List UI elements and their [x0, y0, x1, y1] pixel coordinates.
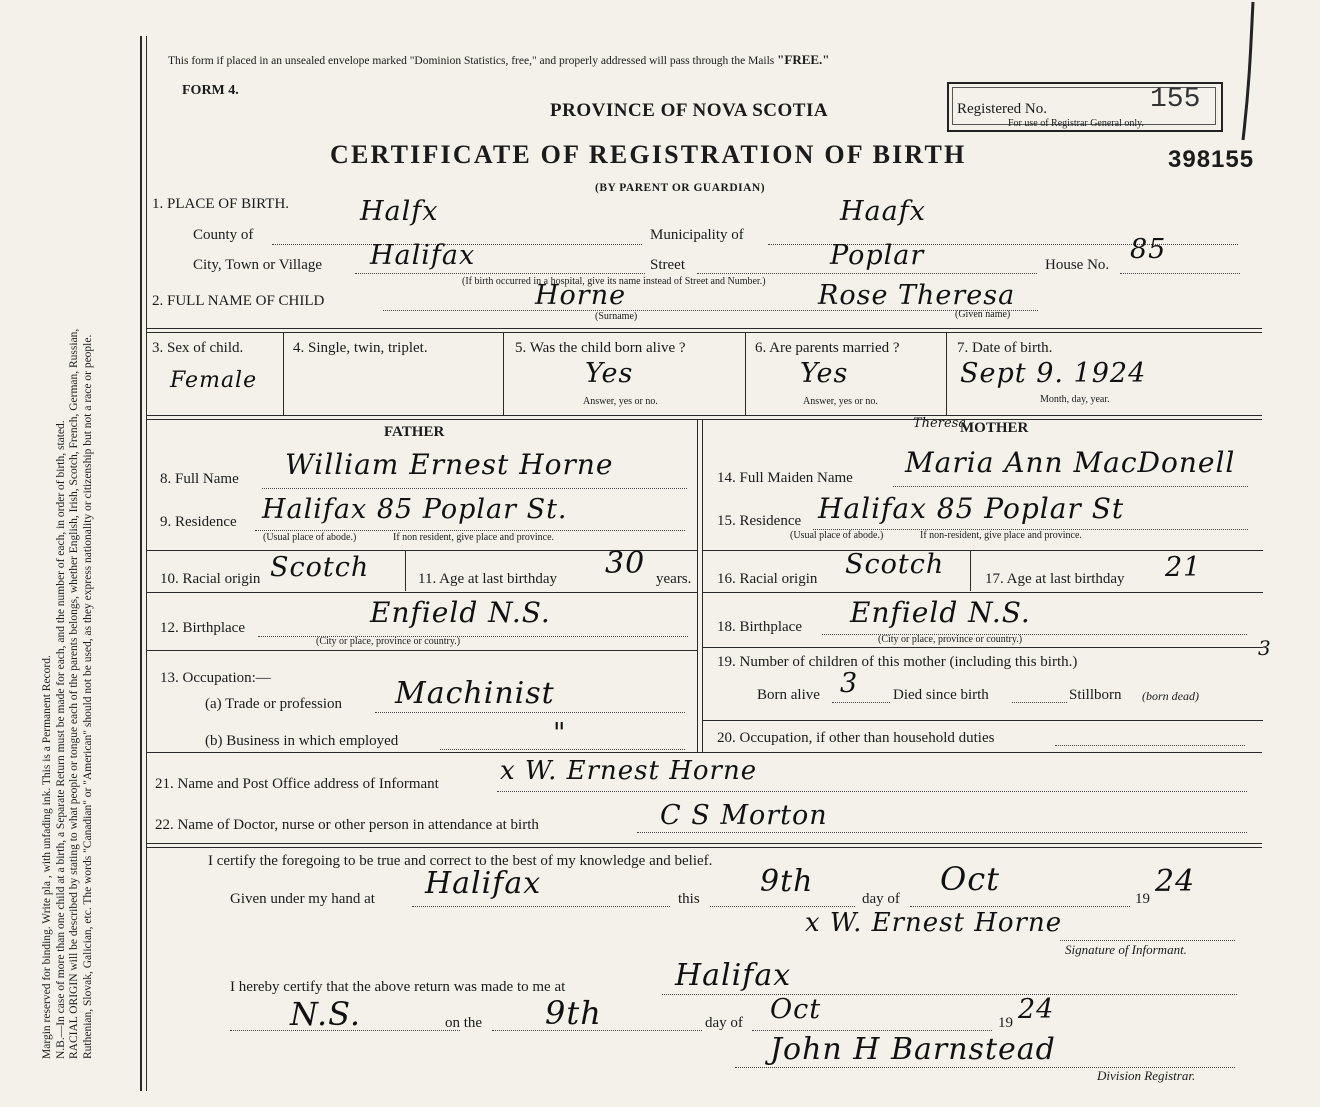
pencil-mark	[1225, 0, 1265, 150]
stillborn-note: (born dead)	[1142, 689, 1199, 703]
registrar-place-line	[662, 994, 1237, 995]
father-trade-label: (a) Trade or profession	[205, 696, 343, 712]
informant-value: x W. Ernest Horne	[500, 756, 758, 786]
given-day-line	[710, 906, 855, 907]
died-since-birth-line	[1012, 702, 1067, 703]
child-surname-value: Horne	[535, 280, 627, 311]
certify-statement: I certify the foregoing to be true and correct to the best of my knowledge and belief.	[208, 853, 713, 869]
alive-caption: Answer, yes or no.	[583, 396, 658, 407]
mother-racial-value: Scotch	[845, 549, 945, 580]
sex-value: Female	[170, 368, 258, 393]
registrar-signature: John H Barnstead	[770, 1032, 1056, 1067]
street-line	[697, 273, 1037, 274]
house-label: House No.	[1045, 257, 1110, 273]
informant-label: 21. Name and Post Office address of Informant	[155, 776, 439, 792]
signature-caption: Signature of Informant.	[1065, 942, 1187, 957]
born-alive-line	[832, 702, 890, 703]
born-alive-value: 3	[840, 668, 859, 699]
father-business-value: "	[553, 718, 567, 749]
margin-line-4: Ruthenian, Slovak, Galician, etc. The words "Canadian" or "American" should not be used, as they express nationality or citizenship but not a race or people.	[81, 334, 94, 1059]
margin-instructions	[41, 49, 94, 1059]
date-label: 7. Date of birth.	[957, 340, 1053, 356]
surname-caption: (Surname)	[595, 311, 638, 322]
city-label: City, Town or Village	[193, 257, 323, 273]
mother-row-rule-3	[703, 647, 1263, 648]
father-age-label: 11. Age at last birthday	[418, 571, 557, 587]
married-label: 6. Are parents married ?	[755, 340, 900, 356]
col-divider-4	[946, 333, 947, 415]
father-heading: FATHER	[384, 424, 445, 440]
given-day-value: 9th	[760, 864, 814, 899]
free-notice-bold: "FREE."	[777, 52, 830, 67]
registrar-place2-line	[230, 1030, 460, 1031]
left-border-line	[140, 36, 142, 1091]
father-age-value: 30	[605, 546, 646, 581]
father-nonres-caption: If non resident, give place and province.	[393, 532, 555, 543]
alive-label: 5. Was the child born alive ?	[515, 340, 686, 356]
given-caption: (Given name)	[955, 309, 1011, 320]
day-of-label: day of	[862, 891, 900, 907]
child-name-label: 2. FULL NAME OF CHILD	[152, 293, 325, 309]
parents-top-rule	[147, 415, 1262, 416]
mother-row-rule-2	[703, 592, 1263, 593]
father-residence-line	[255, 530, 685, 531]
father-abode-caption: (Usual place of abode.)	[263, 532, 357, 543]
given-month-line	[910, 906, 1130, 907]
informant-signature: x W. Ernest Horne	[805, 908, 1063, 938]
hospital-note: (If birth occurred in a hospital, give its name instead of Street and Number.)	[462, 276, 766, 287]
parents-divider-a	[697, 420, 698, 752]
mother-racial-label: 16. Racial origin	[717, 571, 818, 587]
col-divider-1	[283, 333, 284, 415]
col-divider-2	[503, 333, 504, 415]
father-occupation-label: 13. Occupation:—	[160, 670, 271, 686]
date-caption: Month, day, year.	[1040, 394, 1110, 405]
father-row-rule-2	[147, 592, 697, 593]
mother-name-insert: Theresa	[913, 416, 967, 431]
city-value: Halifax	[370, 240, 476, 271]
married-caption: Answer, yes or no.	[803, 396, 878, 407]
registrar-day-of: day of	[705, 1015, 743, 1031]
municipality-label: Municipality of	[650, 227, 744, 243]
registrar-year-prefix: 19	[998, 1015, 1013, 1031]
mother-abode-caption: (Usual place of abode.)	[790, 530, 884, 541]
certificate-subtitle: (BY PARENT OR GUARDIAN)	[595, 182, 766, 194]
mother-name-line	[893, 486, 1248, 487]
city-line	[355, 273, 645, 274]
on-the-label: on the	[445, 1015, 483, 1031]
certificate-title: CERTIFICATE OF REGISTRATION OF BIRTH	[330, 140, 967, 169]
father-trade-value: Machinist	[395, 676, 555, 711]
municipality-value: Haafx	[840, 196, 926, 227]
mother-nonres-caption: If non-resident, give place and province.	[920, 530, 1082, 541]
form-number: FORM 4.	[182, 83, 239, 98]
house-value: 85	[1130, 234, 1167, 265]
registrar-place: Halifax	[675, 958, 792, 993]
mother-heading: MOTHER	[960, 420, 1029, 436]
county-value: Halfx	[360, 196, 439, 227]
province-heading: PROVINCE OF NOVA SCOTIA	[550, 100, 829, 121]
given-place-line	[412, 906, 670, 907]
registrar-note: For use of Registrar General only.	[1008, 118, 1144, 129]
sex-label: 3. Sex of child.	[152, 340, 244, 356]
margin-line-1: Margin reserved for binding. Write pla , with unfading ink. This is a Permanent Record.	[41, 655, 53, 1059]
street-value: Poplar	[830, 240, 925, 271]
mother-birthplace-caption: (City or place, province or country.)	[878, 634, 1023, 645]
registrar-statement: I hereby certify that the above return was made to me at	[230, 979, 566, 995]
father-birthplace-caption: (City or place, province or country.)	[316, 636, 461, 647]
father-name-label: 8. Full Name	[160, 471, 239, 487]
informant-signature-line	[1060, 940, 1235, 941]
mother-age-label: 17. Age at last birthday	[985, 571, 1125, 587]
mother-residence-label: 15. Residence	[717, 513, 802, 529]
registrar-caption: Division Registrar.	[1097, 1068, 1196, 1083]
certification-top-rule	[147, 843, 1262, 844]
father-name-line	[262, 488, 687, 489]
registered-no-label: Registered No.	[957, 101, 1047, 117]
registrar-place-2: N.S.	[290, 995, 362, 1033]
year-value: 24	[1155, 864, 1196, 899]
father-years-label: years.	[656, 571, 692, 587]
given-month-value: Oct	[940, 860, 1001, 898]
registrar-day: 9th	[545, 994, 602, 1032]
date-value: Sept 9. 1924	[960, 358, 1147, 389]
doctor-value: C S Morton	[660, 800, 828, 831]
place-of-birth-heading: 1. PLACE OF BIRTH.	[152, 196, 290, 212]
free-notice	[168, 52, 830, 68]
father-birthplace-label: 12. Birthplace	[160, 620, 245, 636]
mother-birthplace-value: Enfield N.S.	[850, 596, 1031, 629]
father-trade-line	[375, 712, 685, 713]
mother-occupation-label: 20. Occupation, if other than household duties	[717, 730, 995, 746]
father-business-line	[440, 749, 685, 750]
registrar-month-line	[752, 1030, 992, 1031]
informant-top-rule	[147, 752, 1262, 753]
given-under-label: Given under my hand at	[230, 891, 375, 907]
father-racial-label: 10. Racial origin	[160, 571, 261, 587]
single-label: 4. Single, twin, triplet.	[293, 340, 428, 356]
mother-age-value: 21	[1165, 552, 1202, 583]
house-line	[1120, 273, 1240, 274]
stillborn-label: Stillborn	[1069, 687, 1122, 703]
father-residence-value: Halifax 85 Poplar St.	[262, 494, 568, 525]
father-business-label: (b) Business in which employed	[205, 733, 399, 749]
mother-row-rule-4	[703, 720, 1263, 721]
parents-divider-b	[702, 420, 703, 752]
father-row-rule-3	[147, 650, 697, 651]
father-racial-value: Scotch	[270, 552, 370, 583]
child-given-value: Rose Theresa	[818, 280, 1016, 311]
mother-birthplace-label: 18. Birthplace	[717, 619, 802, 635]
registrar-year: 24	[1018, 994, 1055, 1025]
year-prefix: 19	[1135, 891, 1150, 907]
street-label: Street	[650, 257, 685, 273]
left-border-line-inner	[146, 36, 147, 1091]
doctor-line	[637, 832, 1247, 833]
father-racial-divider	[405, 551, 406, 591]
informant-line	[497, 791, 1247, 792]
county-label: County of	[193, 227, 254, 243]
margin-line-3: RACIAL ORIGIN will be described by stating to what people or tongue each of the parents belongs, whether English, Irish, Scotch, French, German, Russian,	[68, 328, 80, 1059]
given-place-value: Halifax	[425, 866, 542, 901]
died-since-birth-label: Died since birth	[893, 687, 989, 703]
mother-name-value: Maria Ann MacDonell	[905, 446, 1236, 479]
mother-racial-divider	[970, 551, 971, 591]
mother-children-label: 19. Number of children of this mother (including this birth.)	[717, 654, 1078, 670]
father-residence-label: 9. Residence	[160, 514, 237, 530]
mother-row-rule	[703, 550, 1263, 551]
free-notice-text: This form if placed in an unsealed envelope marked "Dominion Statistics, free," and properly addressed will pass through the Mails	[168, 55, 775, 67]
parents-top-rule-2	[147, 419, 1262, 420]
certification-top-rule-2	[147, 847, 1262, 848]
born-alive-label: Born alive	[757, 687, 820, 703]
registrar-month: Oct	[770, 994, 822, 1025]
stamp-number: 398155	[1168, 146, 1255, 173]
mother-margin-mark: 3	[1258, 636, 1272, 660]
table-top-rule	[147, 328, 1262, 329]
table-top-rule-2	[147, 332, 1262, 333]
doctor-label: 22. Name of Doctor, nurse or other person in attendance at birth	[155, 817, 539, 833]
col-divider-3	[745, 333, 746, 415]
margin-line-2: N.B.—In case of more than one child at a birth, a Separate Return must be made for each, and the number of each, in order of birth, stated.	[54, 420, 67, 1059]
mother-name-label: 14. Full Maiden Name	[717, 470, 853, 486]
registered-no-value: 155	[1150, 84, 1201, 115]
mother-residence-value: Halifax 85 Poplar St	[818, 492, 1125, 525]
this-label: this	[678, 891, 700, 907]
father-birthplace-value: Enfield N.S.	[370, 596, 551, 629]
father-name-value: William Ernest Horne	[285, 448, 614, 481]
alive-value: Yes	[585, 358, 634, 389]
married-value: Yes	[800, 358, 849, 389]
mother-occupation-line	[1055, 745, 1245, 746]
